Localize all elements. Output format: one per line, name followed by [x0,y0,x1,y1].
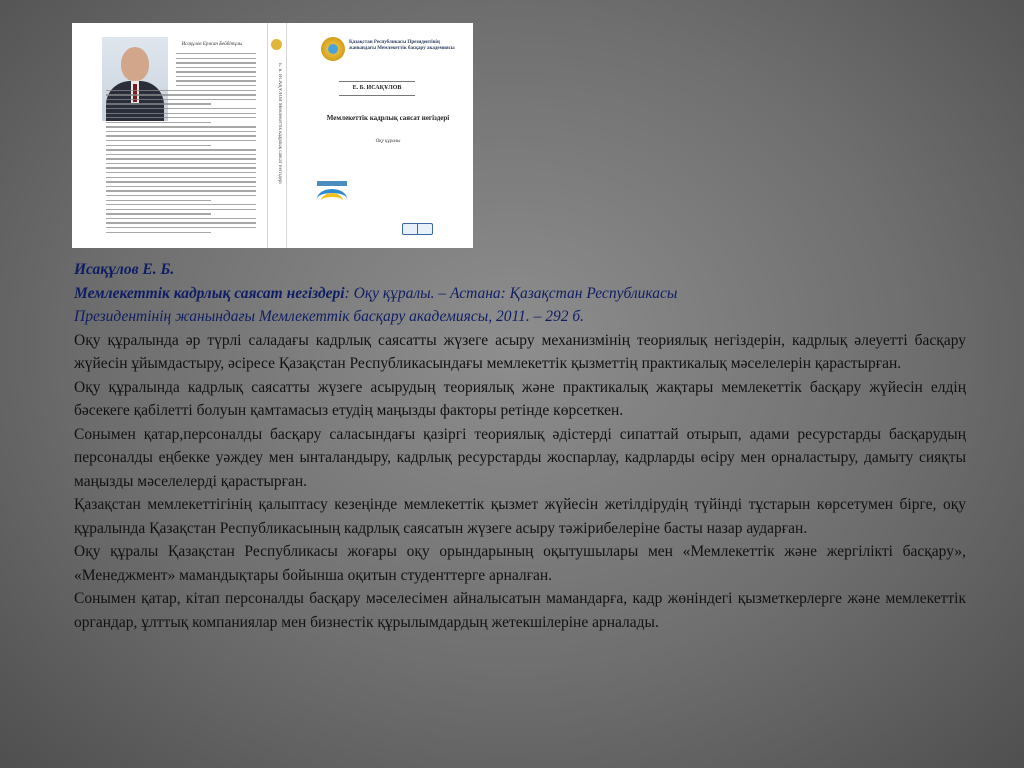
book-back-cover [72,23,258,248]
bio-author-name: Исақұлов Ержан Бейбітұлы [181,42,243,47]
description-text [74,258,966,634]
cover-author: Е. Б. ИСАҚҰЛОВ [339,81,415,96]
book-cover-image [72,23,473,248]
paragraph-4: Қазақстан мемлекеттігінің қалыптасу кезеңінде мемлекеттік қызмет жүйесін жетілдірудің түйінді тұстарын көрсетумен бірге, оқу құралында Қазақстан Республикасының кадрлық саясатын жүзеге асыру тәжірибелеріне басты назар аударған. [74,496,966,537]
open-book-icon [402,223,432,235]
paragraph-6: Сонымен қатар, кітап персоналды басқару мәселесімен айналысатын мамандарға, кадр жөніндегі қызметкерлерге және мемлекеттік органдар, ұлттық компаниялар мен бизнестік құрылымдардың жетекшілеріне арналады. [74,590,966,631]
citation-title: Мемлекеттік кадрлық саясат негіздері [74,284,345,302]
citation-author: Исақұлов Е. Б. [74,261,175,278]
citation [74,258,966,329]
paragraph-1: Оқу құралында әр түрлі саладағы кадрлық саясатты жүзеге асыру механизмінің теориялық негіздерін, кадрлық әлеуетті басқару жүйесін ұйымдастыру, әсіресе Қазақстан Республикасындағы мемлекеттік қызметтің практикалық мәселелерін қарастырған. [74,331,966,372]
spine-emblem-icon [271,39,282,50]
book-spine [267,23,287,248]
paragraph-5: Оқу құралы Қазақстан Республикасы жоғары оқу орындарының оқытушылары мен «Мемлекеттік және жергілікті басқару», «Менеджмент» мамандықтары бойынша оқитын студенттерге арналған. [74,543,966,584]
cover-subtitle: Оқу құралы [375,139,401,144]
citation-line-1 [74,282,966,306]
spine-text: Е. Б. ИСАҚҰЛОВ Мемлекеттік кадрлық саясат негіздері [277,63,282,184]
citation-details-2: Президентінің жанындағы Мемлекеттік басқару академиясы, 2011. – 292 б. [74,308,584,325]
kazakhstan-logo-icon [317,181,347,205]
citation-details-1: : Оқу құралы. – Астана: Қазақстан Республикасы [344,284,678,302]
paragraph-2: Оқу құралында кадрлық саясатты жүзеге асырудың теориялық және практикалық жақтары мемлекеттік басқару жүйесін елдің бәсекеге қабілетті болуын қамтамасыз етудің маңызды факторы ретінде көрсеткен. [74,378,966,419]
paragraph-3: Сонымен қатар,персоналды басқару саласындағы қазіргі теориялық әдістерді сипаттай отырып, адами ресурстарды басқарудың персоналды еңбекке уәждеу мен ынталандыру, кадрлық ресурстарды жоспарлау, кадрларды өсіру мен орналастыру, дамыту сияқты маңызды мәселелерді қарастырған. [74,425,966,490]
book-front-cover [297,23,473,248]
cover-title: Мемлекеттік кадрлық саясат негіздері [326,114,450,122]
academy-emblem-icon [321,37,345,61]
academy-name: Қазақстан Республикасы Президентінің жанындағы Мемлекеттік басқару академиясы [349,40,455,51]
bio-text-block [106,53,256,243]
